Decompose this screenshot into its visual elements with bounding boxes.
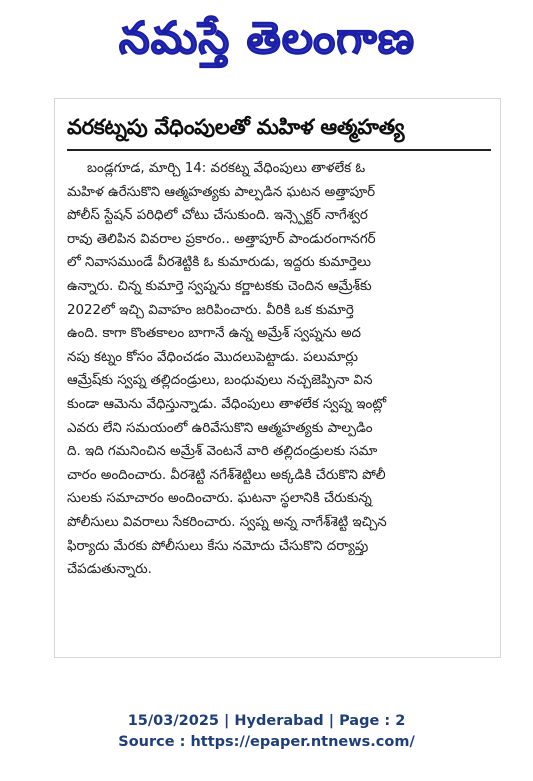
article-line: నపు కట్నం కోసం వేధించడం మొదలుపెట్టాడు. పలుమార్లు <box>67 349 358 365</box>
article-line: సులకు సమాచారం అందించారు. ఘటనా స్థలానికి చేరుకున్న <box>67 491 372 507</box>
article-line: లో నివాసముండే వీరశెట్టికి ఓ కుమారుడు, ఇద్దరు కుమార్తెలు <box>67 255 372 271</box>
article-line: పోలీసులు వివరాలు సేకరించారు. స్వప్న అన్న నాగేశ్‌శెట్టి ఇచ్చిన <box>67 514 387 530</box>
article-line: రావు తెలిపిన వివరాల ప్రకారం.. అత్తాపూర్ పాండురంగానగర్ <box>67 231 376 247</box>
headline-divider <box>67 149 491 151</box>
article-line: బండ్లగూడ, మార్చి 14: వరకట్న వేధింపులు తాళలేక ఓ <box>87 161 366 176</box>
article-line: 2022లో ఇచ్చి వివాహం జరిపించారు. వీరికి ఒక కుమార్తె <box>67 302 354 318</box>
article-line: ఫిర్యాదు మేరకు పోలీసులు కేసు నమోదు చేసుకొని దర్యాప్తు <box>67 538 369 554</box>
article-line: ఆమ్రేష్‌కు స్వప్న తల్లిదండ్రులు, బంధువులు నచ్చజెప్పినా విన <box>67 373 373 389</box>
date-edition-page: 15/03/2025 | Hyderabad | Page : 2 <box>127 713 406 729</box>
article-line: చేపడుతున్నారు. <box>67 562 152 578</box>
article-line: చారం అందించారు. వీరశెట్టి నగేశ్‌శెట్టిలు అక్కడికి చేరుకొని పోలీ <box>67 467 386 483</box>
article-line: కుండా ఆమెను వేధిస్తున్నాడు. వేధింపులు తాళలేక స్వప్న ఇంట్లో <box>67 396 387 412</box>
clipping-footer <box>0 711 533 753</box>
article-line: ఉన్నారు. చిన్న కుమార్తె స్వప్నను కర్ణాటకకు చెందిన ఆమ్రేశ్‌కు <box>67 278 372 294</box>
article-line: ఎవరు లేని సమయంలో ఉరివేసుకొని ఆత్మహత్యకు పాల్పడిం <box>67 420 373 436</box>
article-headline: వరకట్నపు వేధింపులతో మహిళ ఆత్మహత్య <box>67 115 405 139</box>
masthead-title: నమస్తే తెలంగాణ <box>118 13 416 64</box>
article-line: పోలీస్ స్టేషన్ పరిధిలో చోటు చేసుకుంది. ఇన్స్పెక్టర్ నాగేశ్వర <box>67 208 368 224</box>
article-line: ఉంది. కాగా కొంతకాలం బాగానే ఉన్న అమ్రేశ్ స్వప్నను అద <box>67 326 362 342</box>
news-clipping <box>54 98 501 658</box>
article-line: మహిళ ఉరేసుకొని ఆత్మహత్యకు పాల్పడిన ఘటన అత్తాపూర్ <box>67 184 376 200</box>
newspaper-masthead <box>62 6 472 72</box>
source-url: Source : https://epaper.ntnews.com/ <box>118 734 415 750</box>
article-line: ది. ఇది గమనించిన అమ్రేశ్ వెంటనే వారి తల్లిదండ్రులకు సమా <box>67 444 378 460</box>
article-body <box>67 157 491 582</box>
